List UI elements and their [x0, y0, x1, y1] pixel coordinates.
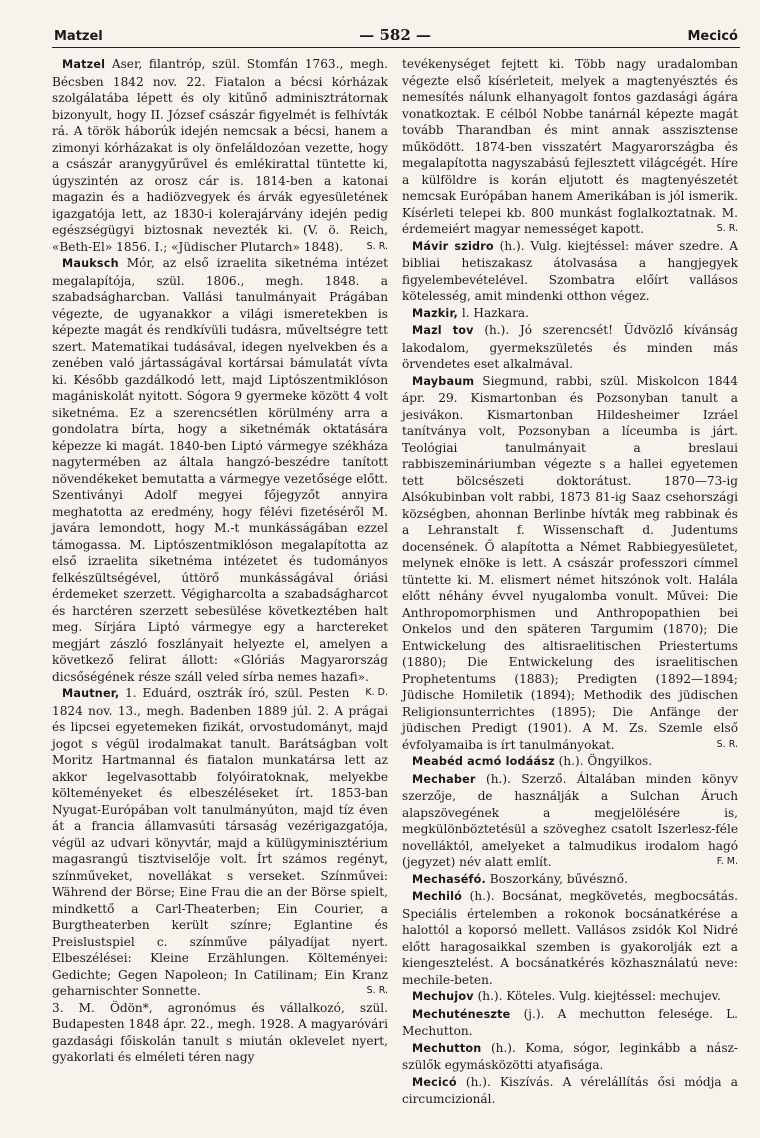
entry-text: (j.). A mechutton felesége. L. Mechutton. [402, 1006, 738, 1038]
entry-text: (h.). Köteles. Vulg. kiejtéssel: mechujev. [477, 989, 721, 1003]
lexicon-entry [402, 871, 738, 889]
lexicon-entry [402, 771, 738, 871]
lexicon-entry [52, 56, 388, 255]
lexicon-entry [402, 322, 738, 373]
entry-text: 1. Eduárd, osztrák író, szül. Pesten 1824 nov. 13., megh. Badenben 1889 júl. 2. A prágai és lipcsei egyetemeken fizikát, orvostudományt, majd jogot s végül irodalmakat tanult. Barátságban volt Moritz Hartmannal és fiatalon munkatársa lett az akkor legelvasottabb folyóiratoknak, melyekbe költeményeket és elbeszéléseket írt. 1853-ban Nyugat-Európában volt tanulmányúton, majd tíz éven át a francia államvasúti társaság vezérigazgatója, végül az udvari könyvtár, majd a külügyminisztérium magasrangú tisztviselője volt. Írt számos regényt, színműveket, novellákat s verseket. Színművei: Während der Börse; Eine Frau die an der Börse spielt, mindkettő a Carl-Theaterben; Ein Courier, a Burgtheaterben került színre; Eglantine és Preislustspiel c. színműve pályadíjat nyert. Elbeszélései: Kleine Erzählungen. Költeményei: Gedichte; Gegen Napoleon; In Catilinam; Ein Kranz geharnischter Sonnette. [52, 686, 388, 998]
entry-headword: Mechaber [412, 772, 476, 786]
right-column [402, 56, 738, 1108]
lexicon-entry [402, 56, 738, 238]
entry-text: (h.). Vulg. kiejtéssel: máver szedre. A bibliai hetiszakasz átolvasása a hangjegyek figyelembevételével. Szombatra előírt vallásos kötelesség, amit mindenki otthon végez. [402, 238, 738, 303]
lexicon-entry [402, 1006, 738, 1040]
entry-text: (h.). Koma, sógor, leginkább a nász-szülők egymásközötti atyafisága. [402, 1040, 738, 1072]
entry-headword: Mazl tov [412, 324, 474, 337]
header-right-keyword: Mecicó [687, 29, 738, 44]
entry-headword: Mauksch [62, 257, 119, 270]
lexicon-entry [402, 238, 738, 305]
author-signature: S. R. [716, 223, 738, 234]
entry-headword: Mechaséfó. [412, 872, 486, 886]
lexicon-entry [402, 1040, 738, 1074]
entry-headword: Matzel [62, 58, 106, 71]
entry-text: Boszorkány, bűvésznő. [489, 871, 628, 886]
entry-text: (h.). Kiszívás. A vérelállítás ősi módja a circumcizionál. [402, 1074, 738, 1106]
lexicon-entry [402, 988, 738, 1006]
author-signature: K. D. [365, 687, 388, 698]
entry-headword: Mechuténeszte [412, 1007, 511, 1021]
lexicon-entry [52, 685, 388, 1000]
entry-headword: Mechiló [412, 890, 463, 903]
entry-text: Mór, az első izraelita siketnéma intézet megalapítója, szül. 1806., megh. 1848. a szabadságharcban. Vallási tanulmányait Prágában végezte, de ugyanakkor a világi ismeretekben is képezte magát és rendkívüli tudásra, műveltségre tett szert. Matematikai tudásával, idegen nyelvekben és a zenében való jártasságával kortársai bámulatát vívta ki. Később gazdálkodó lett, majd Liptószentmiklóson magániskolát nyitott. Sógora 9 gyermeke között 4 volt siketnéma. Ez a szerencsétlen körülmény arra a gondolatra bírta, hogy a siketnémák oktatására képezze ki magát. 1840-ben Liptó vármegye székháza nagytermében az általa hangzó-beszédre tanított növendékeket bemutatta a vármegye vezetősége előtt. Szentiványi Adolf megyei főjegyzőt annyira meghatotta az eredmény, hogy félévi fizetéséről M. javára lemondott, hogy M.-t munkásságában ezzel támogassa. M. Liptószentmiklóson megalapította az első izraelita siketnéma intézetet és tudományos felkészültségével, úttörő munkásságával óriási érdemeket szerzett. Végigharcolta a szabadságharcot és harctéren szerzett sebesülése következtében halt meg. Sírjára Liptó vármegye egy a harctereket megjárt zászló foszlányait helyezte el, amelyen a következő felirat állott: «Glóriás Magyarország dicsőségének része száll veled sírba nemes hazafi». [52, 256, 388, 684]
entry-headword: Mechutton [412, 1041, 482, 1055]
two-column-body [52, 56, 740, 1108]
entry-headword: Mautner, [62, 687, 120, 700]
running-header [52, 26, 740, 48]
entry-headword: Maybaum [412, 374, 475, 388]
author-signature: F. M. [716, 856, 738, 867]
lexicon-entry [402, 753, 738, 771]
entry-text: Aser, filantróp, szül. Stomfán 1763., megh. Bécsben 1842 nov. 22. Fiatalon a bécsi kórházak szolgálatába lépett és oly kitűnő adminisztrátornak bizonyult, hogy II. József császár figyelmét is felhívták rá. A török háborúk idején nemcsak a bécsi, hanem a zimonyi kórházakat is oly önfeláldozóan vezette, hogy a császár aranygyűrűvel és emlékirattal tüntette ki, úgyszintén az orosz cár is. 1814-ben a katonai magazin és a hadiözvegyek és árvák egyesületének igazgatója lett, az 1830-i kolerajárvány idején pedig egészségügyi biztosnak nevezték ki. (V. ö. Reich, «Beth-El» 1856. I.; «Jüdischer Plutarch» 1848). [52, 57, 388, 254]
page-number: — 582 — [359, 26, 431, 44]
lexicon-entry [402, 305, 738, 323]
entry-text: Siegmund, rabbi, szül. Miskolcon 1844 ápr. 29. Kismartonban és Pozsonyban tanult a jesivákon. Kismartonban Hildesheimer Izráel tanítványa volt, Pozsonyban a líceumba is járt. Teológiai tanulmányait a breslaui rabbiszemináriumban végezte s a hallei egyetemen tett bölcsészeti doktorátust. 1870—73-ig Alsókubinban volt rabbi, 1873 81-ig Saaz csehországi községben, ahonnan Berlinbe hívták meg rabbinak és a Lehranstalt f. Wissenschaft d. Judentums docensének. Ő alapította a Német Rabbiegyesületet, melynek elnöke is lett. A császár professzori címmel tüntette ki. M. elismert német hitszónok volt. Halála előtt néhány évvel nyugalomba vonult. Művei: Die Anthropomorphismen und Anthropopathien bei Onkelos und den späteren Targumim (1870); Die Entwickelung des altisraelitischen Priestertums (1880); Die Entwickelung des israelitischen Prophetentums (1883); Predigten (1892—1894; Jüdische Homiletik (1894); Methodik des jüdischen Religionsunterrichtes (1895); Die Anfänge der jüdischen Predigt (1901). A M. Zs. Szemle első évfolyamaiba is írt tanulmányokat. [402, 373, 738, 752]
lexicon-entry [402, 373, 738, 754]
author-signature: S. R. [716, 738, 738, 750]
entry-headword: Meabéd acmó lodáász [412, 755, 555, 768]
entry-text: (h.). Szerző. Általában minden könyv szerzője, de használják a Sulchan Áruch alapszövegének a megjelölésére is, megkülönböztetésül a szöveghez csatolt Iszerlesz-féle novelláktól, amelyeket a talmudikus irodalom hagó (jegyzet) név alatt említ. [402, 771, 738, 869]
lexicon-entry [402, 1074, 738, 1108]
lexicon-entry [52, 1000, 388, 1066]
left-column [52, 56, 388, 1108]
entry-headword: Mechujov [412, 990, 474, 1003]
author-signature: S. R. [366, 240, 388, 252]
author-signature: S. R. [366, 985, 388, 996]
entry-text: (h.). Öngyilkos. [558, 754, 653, 768]
entry-headword: Mávir szidro [412, 239, 494, 253]
lexicon-entry [402, 888, 738, 988]
entry-headword: Mazkir, [412, 306, 458, 320]
entry-text: 3. M. Ödön*, agronómus és vállalkozó, szül. Budapesten 1848 ápr. 22., megh. 1928. A magyaróvári gazdasági főiskolán tanult s miután oklevelet nyert, gyakorlati és elméleti téren nagy [52, 1000, 388, 1064]
header-left-keyword: Matzel [54, 29, 103, 44]
entry-text: l. Hazkara. [461, 305, 529, 320]
entry-headword: Mecicó [412, 1075, 457, 1089]
entry-text: (h.). Bocsánat, megkövetés, megbocsátás. Speciális értelemben a rokonok bocsánatkérése a halottól a koporsó mellett. Vallásos zsidók Kol Nidré előtt haragosaikkal szemben is gyakorolják ezt a kiengesztelést. A bocsánatkérés közhasználatú neve: mechile-beten. [402, 889, 738, 987]
entry-text: tevékenységet fejtett ki. Több nagy uradalomban végezte első kísérleteit, melyek a magtenyésztés és nemesítés nálunk elhanyagolt fontos gazdasági ágára vonatkoztak. E célból Nobbe tanárnál képezte magát tovább Tharandban és mint annak asszisztense működött. 1874-ben visszatért Magyarországba és megalapította nagyszabású fejlesztett világcégét. Híre a külföldre is korán eljutott és magtenyészetét nemcsak Európában hanem Amerikában is jól ismerik. Kísérleti telepei kb. 800 munkást foglalkoztatnak. M. érdemeiért magyar nemességet kapott. [402, 57, 738, 236]
entry-text: (h.). Jó szerencsét! Üdvözlő kívánság lakodalom, gyermekszületés és minden más örvendetes eset alkalmával. [402, 323, 738, 371]
